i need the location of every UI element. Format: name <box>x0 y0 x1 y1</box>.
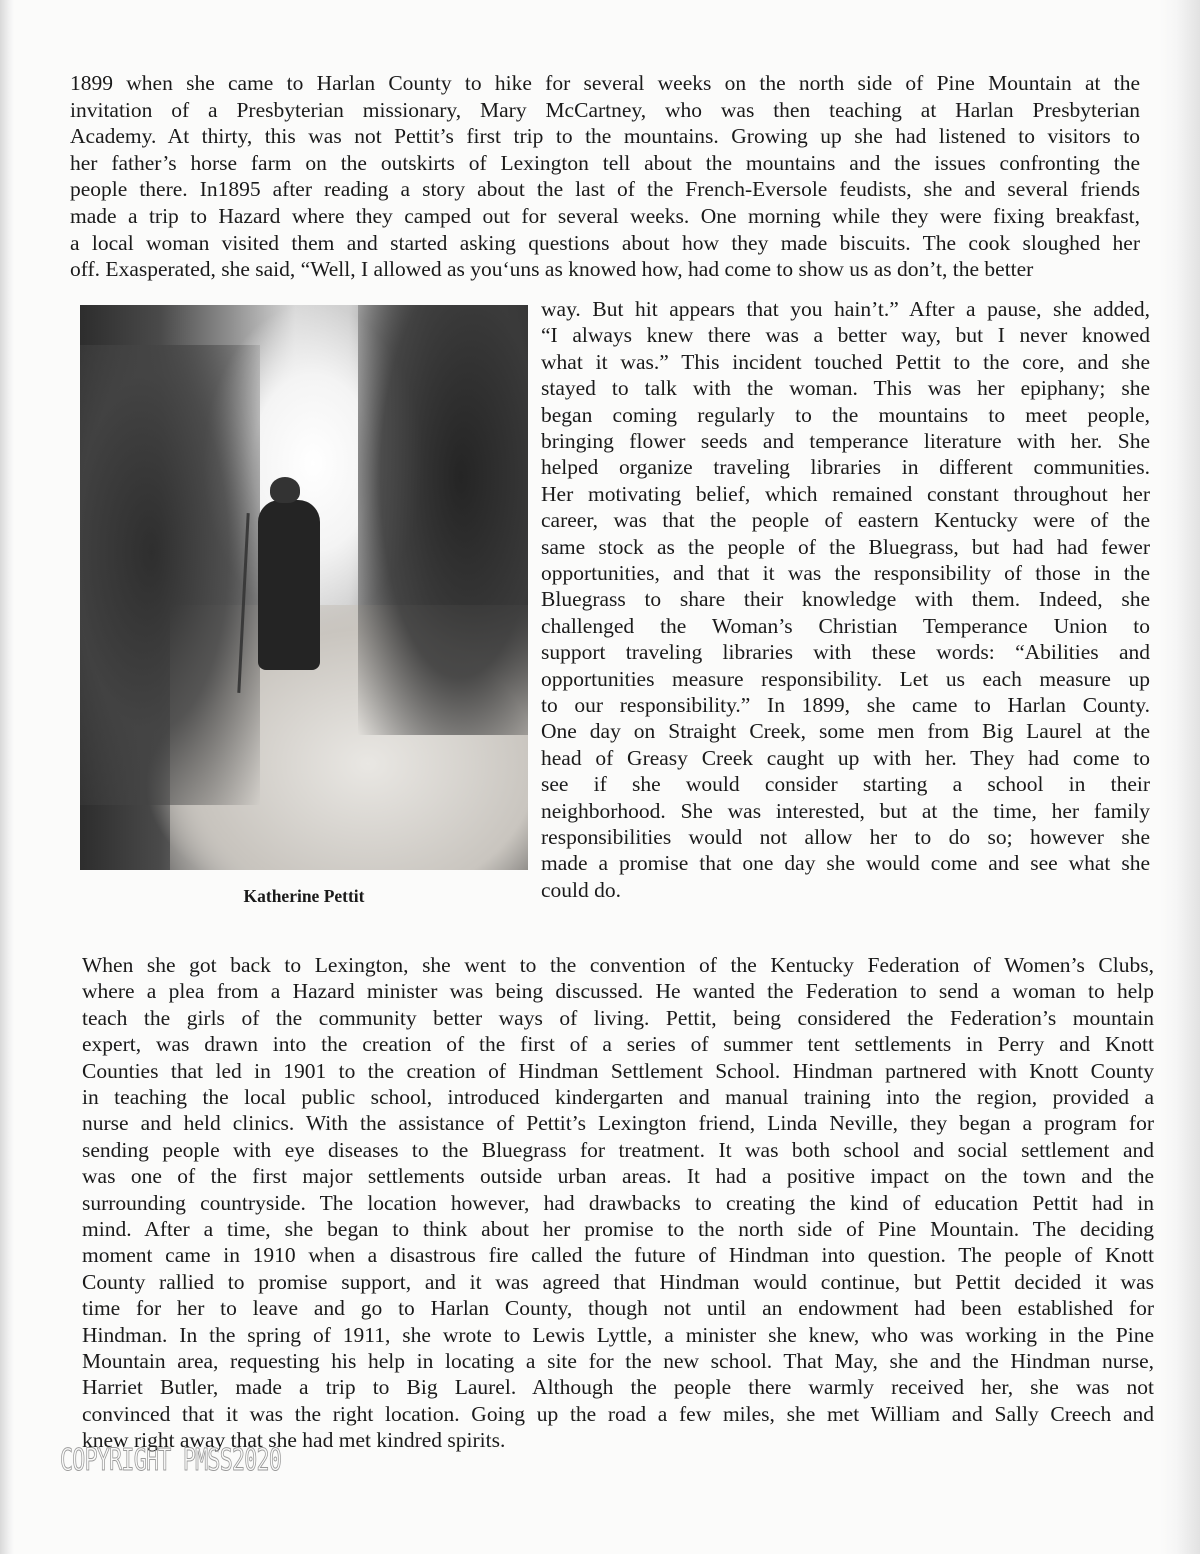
text-line: responsibilities would not allow her to do so; however she <box>541 825 1150 849</box>
text-line: helped organize traveling libraries in different communities. <box>541 455 1150 480</box>
text-line: convinced that it was the right location. Going up the road a few miles, she met William and Sally Creech and <box>82 1401 1154 1426</box>
text-line: sending people with eye diseases to the Bluegrass for treatment. It was both school and social settlement and <box>82 1137 1154 1162</box>
text-line: way. But hit appears that you hain’t.” After a pause, she added, <box>541 297 1150 321</box>
text-line: Bluegrass to share their knowledge with them. Indeed, she <box>541 587 1150 612</box>
text-line: stayed to talk with the woman. This was her epiphany; she <box>541 376 1150 401</box>
text-line: County rallied to promise support, and it was agreed that Hindman would continue, but Pettit decided it was <box>82 1269 1154 1294</box>
text-line: was one of the first major settlements outside urban areas. It had a positive impact on the town and the <box>82 1164 1154 1189</box>
copyright-watermark: COPYRIGHT PMSS2020 <box>60 1443 282 1478</box>
text-line: expert, was drawn into the creation of the first of a series of summer tent settlements in Perry and Knott <box>82 1032 1154 1057</box>
text-line: where a plea from a Hazard minister was being discussed. He wanted the Federation to send a woman to help <box>82 979 1154 1004</box>
text-line: mind. After a time, she began to think about her promise to the north side of Pine Mountain. The deciding <box>82 1217 1154 1241</box>
photo-caption: Katherine Pettit <box>243 886 365 906</box>
text-line: what it was.” This incident touched Pettit to the core, and she <box>541 349 1150 374</box>
text-line: made a promise that one day she would come and see what she <box>541 851 1150 876</box>
text-line: to our responsibility.” In 1899, she came to Harlan County. <box>541 693 1150 717</box>
text-line: moment came in 1910 when a disastrous fire called the future of Hindman into question. The people of Knott <box>82 1243 1154 1268</box>
text-line: Counties that led in 1901 to the creation of Hindman Settlement School. Hindman partnered with Knott County <box>82 1058 1154 1083</box>
text-line: surrounding countryside. The location however, had drawbacks to creating the kind of education Pettit had in <box>82 1190 1154 1215</box>
text-line: see if she would consider starting a school in their <box>541 772 1150 797</box>
text-line: nurse and held clinics. With the assistance of Pettit’s Lexington friend, Linda Neville, they began a program for <box>82 1111 1154 1136</box>
text-line: support traveling libraries with these words: “Abilities and <box>541 640 1150 665</box>
text-line: time for her to leave and go to Harlan County, though not until an endowment had been established for <box>82 1296 1154 1321</box>
photo-foliage-right <box>358 305 528 735</box>
text-line: When she got back to Lexington, she went to the convention of the Kentucky Federation of Women’s Clubs, <box>82 953 1154 977</box>
text-line: same stock as the people of the Bluegrass, but had had fewer <box>541 534 1150 559</box>
text-line: her father’s horse farm on the outskirts of Lexington tell about the mountains and the issues confronting the <box>70 150 1140 175</box>
text-line: began coming regularly to the mountains to meet people, <box>541 402 1150 427</box>
text-line: One day on Straight Creek, some men from Big Laurel at the <box>541 719 1150 744</box>
text-line: Hindman. In the spring of 1911, she wrote to Lewis Lyttle, a minister she knew, who was working in the Pine <box>82 1322 1154 1347</box>
text-line: challenged the Woman’s Christian Temperance Union to <box>541 613 1150 638</box>
text-line: made a trip to Hazard where they camped out for several weeks. One morning while they were fixing breakfast, <box>70 204 1140 228</box>
text-line: Her motivating belief, which remained constant throughout her <box>541 481 1150 506</box>
text-line: teach the girls of the community better ways of living. Pettit, being considered the Federation’s mountain <box>82 1005 1154 1030</box>
text-line: head of Greasy Creek caught up with her. They had come to <box>541 745 1150 770</box>
text-line: off. Exasperated, she said, “Well, I allowed as you‘uns as knowed how, had come to show us as don’t, the better <box>70 257 1034 282</box>
text-line: knew right away that she had met kindred spirits. <box>82 1428 506 1453</box>
text-line: “I always knew there was a better way, but I never knowed <box>541 323 1150 348</box>
photo-foliage-left <box>80 345 260 805</box>
text-line: people there. In1895 after reading a story about the last of the French-Eversole feudists, she and several friends <box>70 177 1140 202</box>
text-line: neighborhood. She was interested, but at the time, her family <box>541 798 1150 823</box>
text-line: opportunities, and that it was the responsibility of those in the <box>541 561 1150 585</box>
text-line: career, was that the people of eastern Kentucky were of the <box>541 508 1150 533</box>
text-line: invitation of a Presbyterian missionary, Mary McCartney, who was then teaching at Harlan Presbyterian <box>70 97 1140 122</box>
text-line: a local woman visited them and started asking questions about how they made biscuits. The cook sloughed her <box>70 230 1140 255</box>
text-line: in teaching the local public school, introduced kindergarten and manual training into the region, provided a <box>82 1085 1154 1109</box>
text-line: Mountain area, requesting his help in locating a site for the new school. That May, she and the Hindman nurse, <box>82 1349 1154 1373</box>
text-line: could do. <box>541 877 622 902</box>
scan-page-edge-right <box>1160 0 1200 1554</box>
text-line: bringing flower seeds and temperance literature with her. She <box>541 429 1150 453</box>
text-line: 1899 when she came to Harlan County to hike for several weeks on the north side of Pine Mountain at the <box>70 71 1140 95</box>
photo-figure <box>258 500 320 670</box>
katherine-pettit-photo <box>80 305 528 870</box>
text-line: Harriet Butler, made a trip to Big Laurel. Although the people there warmly received her, she was not <box>82 1375 1154 1400</box>
text-line: Academy. At thirty, this was not Pettit’s first trip to the mountains. Growing up she had listened to visitors to <box>70 124 1140 149</box>
photo-figure-hat <box>270 477 300 503</box>
text-line: opportunities measure responsibility. Let us each measure up <box>541 666 1150 691</box>
scan-page-edge-left <box>0 0 14 1554</box>
